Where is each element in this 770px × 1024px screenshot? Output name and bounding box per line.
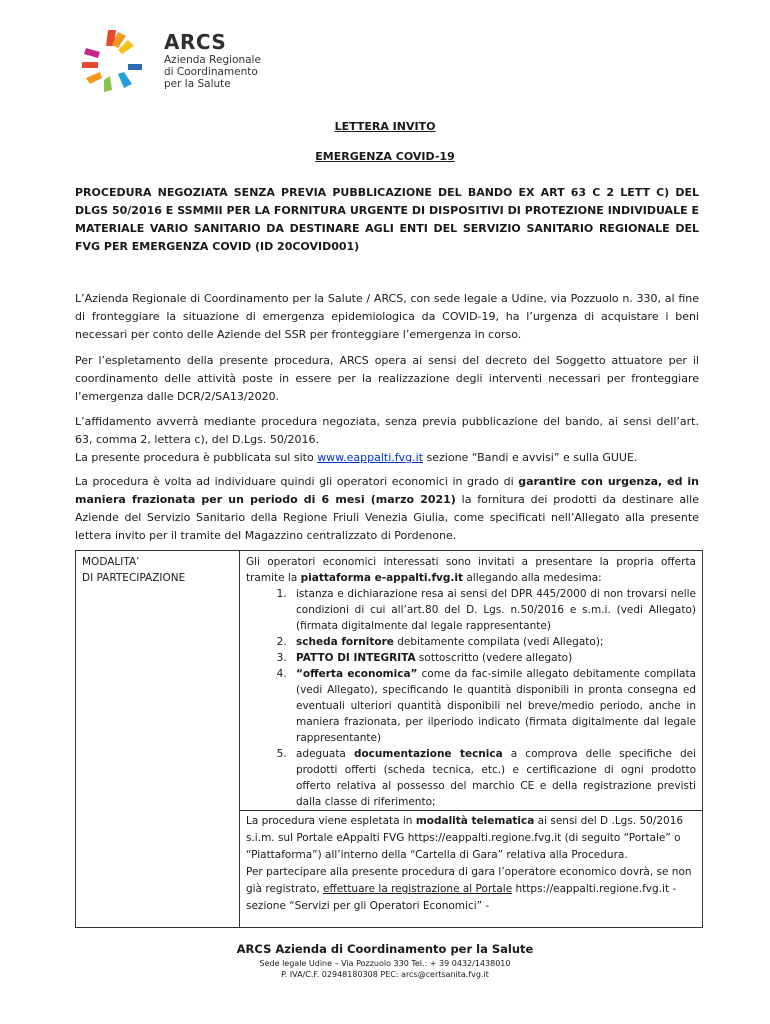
requirement-item-2-bold: scheda fornitore (296, 636, 394, 648)
pubblicazione-text-pre: La presente procedura è pubblicata sul sito (75, 451, 318, 464)
logo-sub-line-1: Azienda Regionale (164, 54, 261, 66)
procedura-text-pre: La procedura è volta ad individuare quindi gli operatori economici in grado di (75, 475, 519, 488)
table-cell-requirements (246, 554, 696, 810)
paragraph-decreto: Per l’espletamento della presente procedura, ARCS opera ai sensi del decreto del Soggetto attuatore per il coordinamento delle attività poste in essere per la realizzazione degli interventi necessari per fronteggiare l’emergenza dalle DCR/2/SA13/2020. (75, 354, 699, 403)
registrazione-paragraph (246, 864, 696, 915)
telematica-pre: La procedura viene espletata in (246, 815, 416, 827)
logo-sub-line-3: per la Salute (164, 78, 231, 90)
logo-sub-line-2: di Coordinamento (164, 66, 258, 78)
paragraph-procedura (75, 473, 699, 545)
eappalti-link[interactable]: www.eappalti.fvg.it (317, 451, 424, 464)
requirements-intro-bold: piattaforma e-appalti.fvg.it (300, 572, 464, 584)
requirement-item-5-pre: adeguata (296, 748, 354, 760)
participation-table (75, 550, 703, 928)
table-label-cell (82, 554, 185, 586)
requirement-item-4 (290, 666, 696, 746)
requirement-item-5 (290, 746, 696, 810)
registrazione-underlined: effettuare la registrazione al Portale (323, 883, 513, 895)
registrazione-pre: Per partecipare alla presente procedura di gara l’operatore economico dovrà, se non già registrato, (246, 866, 692, 895)
document-title: PROCEDURA NEGOZIATA SENZA PREVIA PUBBLICAZIONE DEL BANDO EX ART 63 C 2 LETT C) DEL DLGS 50/2016 E SSMMII PER LA FORNITURA URGENTE DI DISPOSITIVI DI PROTEZIONE INDIVIDUALE E MATERIALE VARIO SANITARIO DA DESTINARE AGLI ENTI DEL SERVIZIO SANITARIO REGIONALE DEL FVG PER EMERGENZA COVID (ID 20COVID001) (75, 186, 699, 253)
heading-emergenza: EMERGENZA COVID-19 (315, 150, 455, 163)
table-label-line-1: MODALITA’ (82, 556, 140, 568)
procedura-text-post: la fornitura dei prodotti da destinare alle Aziende del Servizio Sanitario della Regione Friuli Venezia Giulia, come specificati nell’Allegato alla presente lettera invito per il tramite del Magazzino centralizzato di Pordenone. (75, 493, 699, 542)
requirement-item-2-text: debitamente compilata (vedi Allegato); (393, 636, 604, 648)
arcs-logo (78, 26, 268, 96)
arcs-logo-mark-icon (78, 26, 158, 96)
requirements-intro (246, 554, 696, 586)
requirement-item-3-text: sottoscritto (vedere allegato) (415, 652, 573, 664)
paragraph-pubblicazione (75, 449, 699, 467)
requirement-item-3 (290, 650, 696, 666)
registrazione-post: https://eappalti.regione.fvg.it - sezione “Servizi per gli Operatori Economici” - (246, 883, 677, 912)
requirement-item-5-bold: documentazione tecnica (353, 748, 503, 760)
logo-name: ARCS (164, 30, 227, 54)
requirements-intro-post: allegando alla medesima: (463, 572, 602, 584)
requirement-item-3-bold: PATTO DI INTEGRITA (296, 652, 416, 664)
footer-address: Sede legale Udine – Via Pozzuolo 330 Tel.: + 39 0432/1438010 (259, 959, 511, 968)
paragraph-affidamento-text: L’affidamento avverrà mediante procedura negoziata, senza previa pubblicazione del bando, ai sensi dell’art. 63, comma 2, lettera c), del D.Lgs. 50/2016. (75, 415, 699, 446)
telematica-bold: modalità telematica (415, 815, 535, 827)
pubblicazione-text-post: sezione “Bandi e avvisi” e sulla GUUE. (423, 451, 638, 464)
heading-lettera-invito: LETTERA INVITO (334, 120, 436, 133)
table-column-divider (239, 551, 240, 927)
table-row-divider (239, 810, 702, 811)
footer-title: ARCS Azienda di Coordinamento per la Salute (236, 942, 534, 956)
requirements-list (246, 586, 696, 810)
requirement-item-1-text: istanza e dichiarazione resa ai sensi del DPR 445/2000 di non trovarsi nelle condizioni di cui all’art.80 del D. Lgs. n.50/2016 e s.m.i. (vedi Allegato) (firmata digitalmente dal legale rappresentante) (296, 588, 696, 632)
table-cell-telematica (246, 813, 696, 915)
requirement-item-4-text: come da fac-simile allegato debitamente compilata (vedi Allegato), specificando le quantità disponibili in pronta consegna ed eventuali ulteriori quantità disponibili nel breve/medio periodo, anche in maniera frazionata, per ilperiodo indicato (firmata digitalmente dal legale rappresentante) (296, 668, 696, 744)
paragraph-intro: L’Azienda Regionale di Coordinamento per la Salute / ARCS, con sede legale a Udine, via Pozzuolo n. 330, al fine di fronteggiare la situazione di emergenza epidemiologica da COVID-19, ha l’urgenza di acquistare i beni necessari per conto delle Aziende del SSR per fronteggiare l’emergenza in corso. (75, 292, 699, 341)
footer-vat-pec: P. IVA/C.F. 02948180308 PEC: arcs@certsanita.fvg.it (281, 970, 489, 979)
requirement-item-5-text: a comprova delle specifiche dei prodotti offerti (scheda tecnica, etc.) e certificazione di ogni prodotto offerto relativa al possesso del marchio CE e della registrazione previsti dalla classe di riferimento; (296, 748, 697, 808)
table-label-line-2: DI PARTECIPAZIONE (82, 572, 186, 584)
requirement-item-2 (290, 634, 696, 650)
telematica-paragraph (246, 813, 696, 864)
paragraph-affidamento (75, 413, 699, 467)
requirements-intro-pre: Gli operatori economici interessati sono invitati a presentare la propria offerta tramite la (246, 556, 696, 584)
telematica-post: ai sensi del D .Lgs. 50/2016 s.i.m. sul Portale eAppalti FVG https://eappalti.regione.fvg.it (di seguito “Portale” o “Piattaforma”) all’interno della “Cartella di Gara” relativa alla Procedura. (246, 815, 684, 861)
requirement-item-1 (290, 586, 696, 634)
procedura-text-bold: garantire con urgenza, ed in maniera frazionata per un periodo di 6 mesi (marzo 2021) (75, 475, 699, 506)
requirement-item-4-bold: “offerta economica” (296, 668, 418, 680)
